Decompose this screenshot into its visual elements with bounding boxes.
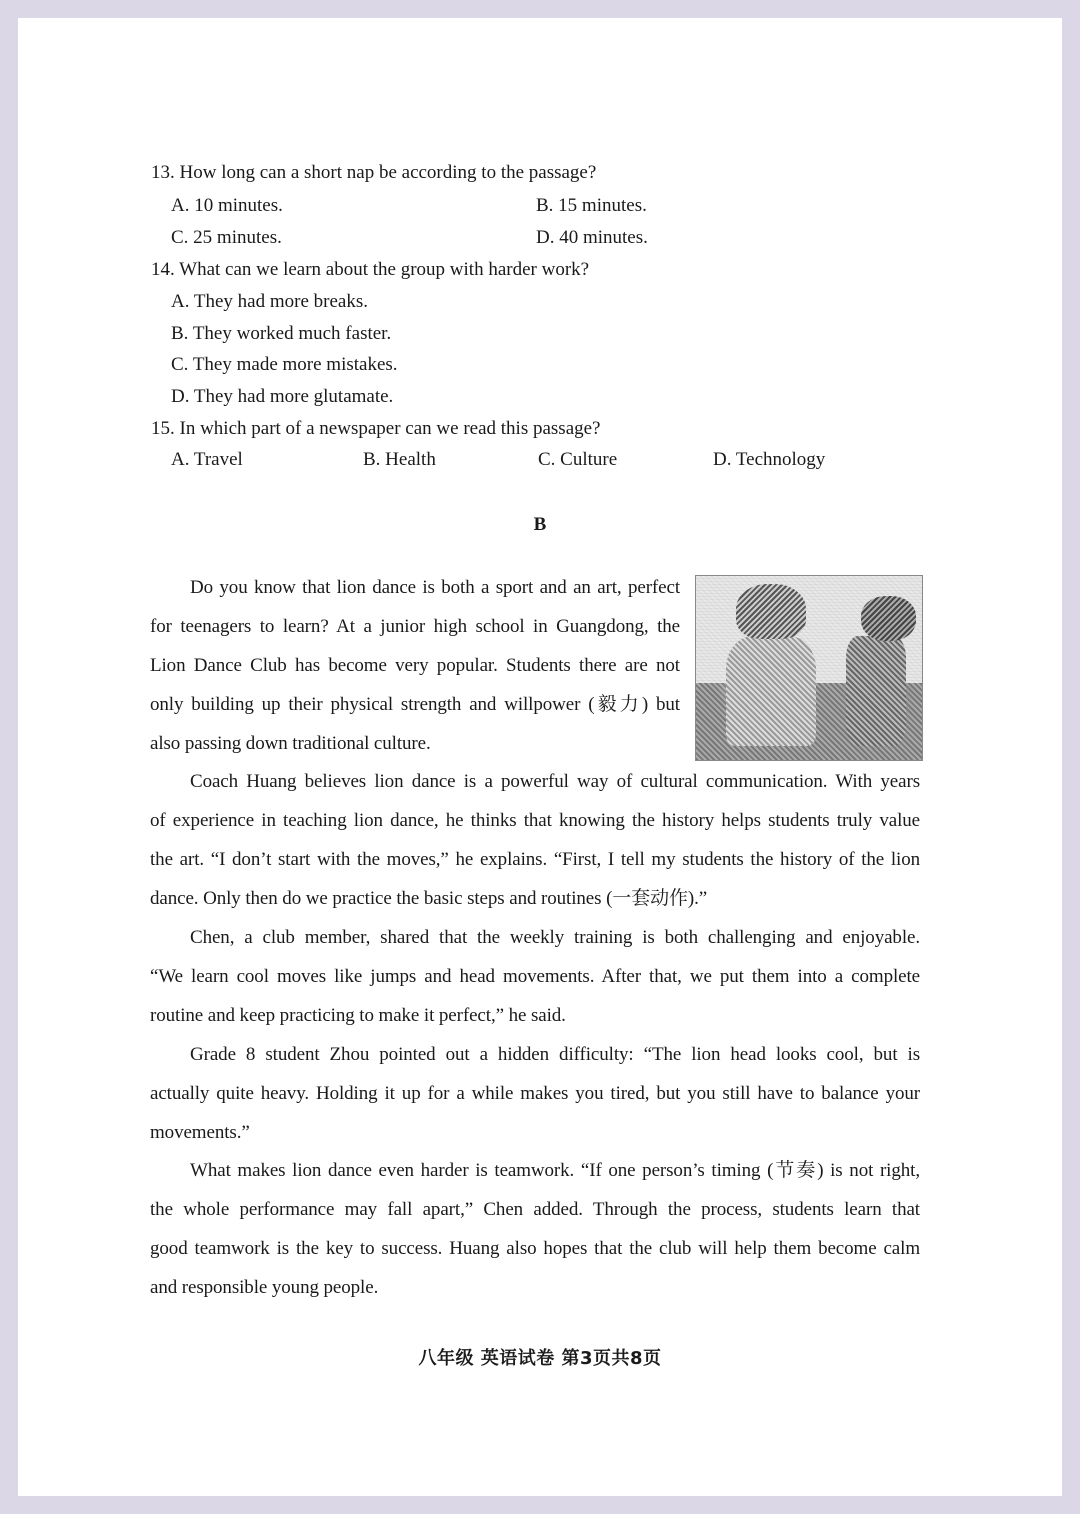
passage-line: of experience in teaching lion dance, he thinks that knowing the history helps students truly value [150, 810, 920, 831]
question-15-option-b: B. Health [363, 449, 436, 470]
question-13-stem: 13. How long can a short nap be according to the passage? [151, 162, 597, 183]
question-15-option-d: D. Technology [713, 449, 826, 470]
section-title: B [533, 514, 547, 535]
question-13-option-c: C. 25 minutes. [171, 227, 282, 248]
passage-line: routine and keep practicing to make it perfect,” he said. [150, 1005, 566, 1026]
question-14-option-c: C. They made more mistakes. [171, 354, 398, 375]
lion-dance-photo [695, 575, 923, 761]
question-15-stem: 15. In which part of a newspaper can we read this passage? [151, 418, 601, 439]
passage-line: Grade 8 student Zhou pointed out a hidden difficulty: “The lion head looks cool, but is [190, 1044, 920, 1065]
exam-page [18, 18, 1062, 1496]
question-14-option-a: A. They had more breaks. [171, 291, 368, 312]
question-13-option-b: B. 15 minutes. [536, 195, 647, 216]
passage-line: and responsible young people. [150, 1277, 379, 1298]
question-13-option-d: D. 40 minutes. [536, 227, 648, 248]
passage-line: the whole performance may fall apart,” Chen added. Through the process, students learn that [150, 1199, 920, 1220]
question-14-option-b: B. They worked much faster. [171, 323, 392, 344]
passage-line: dance. Only then do we practice the basic steps and routines (一套动作).” [150, 888, 708, 909]
passage-line: What makes lion dance even harder is teamwork. “If one person’s timing (节奏) is not right, [190, 1160, 920, 1181]
passage-line: actually quite heavy. Holding it up for a while makes you tired, but you still have to balance your [150, 1083, 920, 1104]
question-14-option-d: D. They had more glutamate. [171, 386, 394, 407]
passage-line: for teenagers to learn? At a junior high school in Guangdong, the [150, 616, 680, 637]
passage-line: Chen, a club member, shared that the weekly training is both challenging and enjoyable. [190, 927, 920, 948]
page-footer: 八年级 英语试卷 第3页共8页 [418, 1348, 662, 1369]
question-15-option-c: C. Culture [538, 449, 618, 470]
passage-line: Do you know that lion dance is both a sport and an art, perfect [190, 577, 680, 598]
passage-line: movements.” [150, 1122, 250, 1143]
passage-line: Coach Huang believes lion dance is a powerful way of cultural communication. With years [190, 771, 920, 792]
passage-line: Lion Dance Club has become very popular. Students there are not [150, 655, 680, 676]
passage-line: “We learn cool moves like jumps and head movements. After that, we put them into a complete [150, 966, 920, 987]
question-15-option-a: A. Travel [171, 449, 243, 470]
passage-line: the art. “I don’t start with the moves,” he explains. “First, I tell my students the history of the lion [150, 849, 920, 870]
passage-line: good teamwork is the key to success. Huang also hopes that the club will help them become calm [150, 1238, 920, 1259]
question-13-option-a: A. 10 minutes. [171, 195, 283, 216]
passage-line: only building up their physical strength and willpower (毅力) but [150, 694, 680, 715]
passage-line: also passing down traditional culture. [150, 733, 431, 754]
question-14-stem: 14. What can we learn about the group with harder work? [151, 259, 590, 280]
